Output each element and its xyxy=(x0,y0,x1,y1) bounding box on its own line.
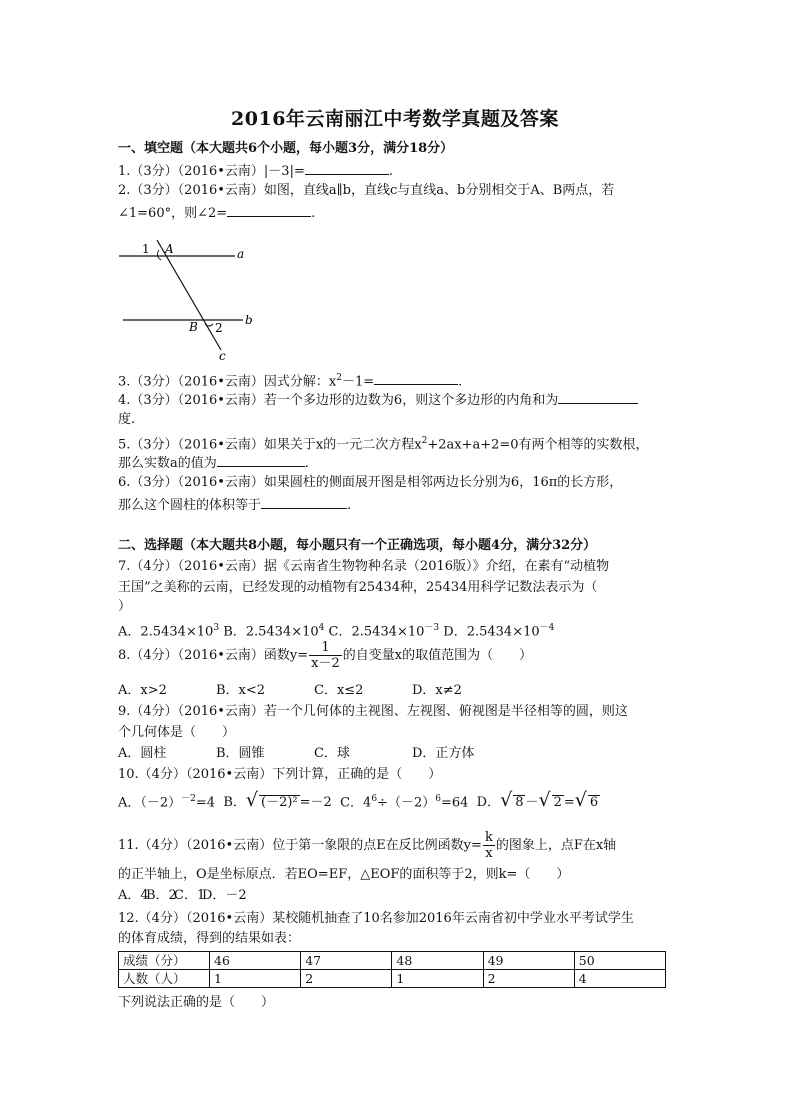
table-cell: 1 xyxy=(392,970,483,988)
q3-exponent: 2 xyxy=(336,373,342,383)
question-9-line1: 9.（4分）（2016•云南）若一个几何体的主视图、左视图、俯视图是半径相等的圆，则这 xyxy=(118,704,628,719)
q10-option-c xyxy=(340,790,468,812)
question-11-line1 xyxy=(118,830,616,861)
q5-end: . xyxy=(304,456,309,471)
label-c: c xyxy=(219,349,226,363)
scores-table xyxy=(118,951,666,988)
table-cell: 人数（人） xyxy=(119,970,210,988)
q7-option-d xyxy=(443,619,554,641)
question-5-line2 xyxy=(118,453,309,473)
q10-d-pre: D． xyxy=(476,795,501,811)
q7-option-c xyxy=(329,619,440,641)
q10-d-radical-icon-2: √ xyxy=(538,789,551,812)
q7-a-base: A．2.5434×10 xyxy=(118,624,214,640)
label-B: B xyxy=(189,320,198,334)
question-12-line2: 的体育成绩，得到的结果如表： xyxy=(118,931,301,946)
question-6-line2 xyxy=(118,495,351,515)
label-a: a xyxy=(237,247,245,261)
q8-option-d: D．x≠2 xyxy=(412,683,462,698)
q10-a-post: =4 xyxy=(195,795,216,811)
q7-b-base: B．2.5434×10 xyxy=(223,624,319,640)
q10-c-post: =64 xyxy=(440,795,469,811)
table-cell: 49 xyxy=(483,952,574,970)
question-7-line3: ） xyxy=(118,599,132,614)
q2-text: ∠1=60°，则∠2= xyxy=(118,206,228,221)
q10-b-post: =－2 xyxy=(299,795,332,811)
table-cell: 50 xyxy=(574,952,665,970)
label-1: 1 xyxy=(142,242,150,256)
table-row-scores xyxy=(119,952,666,970)
label-b: b xyxy=(245,313,253,327)
q1-answer-blank xyxy=(305,161,389,175)
q1-text: 1.（3分）（2016•云南）|－3|= xyxy=(118,164,305,179)
q6-text-line2: 那么这个圆柱的体积等于 xyxy=(118,498,262,513)
q11-numerator: k xyxy=(484,830,493,845)
q5-text-line2: 那么实数a的值为 xyxy=(118,456,217,471)
q3-text-post: －1= xyxy=(342,374,375,390)
q10-d-radicand-1: 8 xyxy=(515,795,524,811)
q2-answer-blank xyxy=(227,203,311,217)
q8-option-b: B．x<2 xyxy=(216,683,266,698)
question-5-line1 xyxy=(118,432,649,454)
q3-answer-blank xyxy=(374,371,458,385)
question-1 xyxy=(118,161,393,181)
q8-option-a: A．x>2 xyxy=(118,683,167,698)
table-cell: 46 xyxy=(210,952,301,970)
page-title: 2016年云南丽江中考数学真题及答案 xyxy=(231,108,559,130)
q9-option-d: D．正方体 xyxy=(412,746,475,761)
q10-d-radicand-2: 2 xyxy=(553,795,562,811)
q10-c-exp2: 6 xyxy=(435,794,441,804)
q6-answer-blank xyxy=(261,495,347,509)
table-cell: 47 xyxy=(301,952,392,970)
question-2-line1: 2.（3分）（2016•云南）如图，直线a∥b，直线c与直线a、b分别相交于A、B两点，若 xyxy=(118,183,615,198)
label-2: 2 xyxy=(215,321,223,335)
question-8 xyxy=(118,640,532,671)
q11-option-a: A．4 xyxy=(118,888,149,903)
angle-1-arc xyxy=(157,250,161,260)
q10-d-radical-icon-3: √ xyxy=(574,789,587,812)
q10-d-minus: － xyxy=(525,795,539,811)
q11-option-d: D．－2 xyxy=(202,888,247,903)
question-2-line2 xyxy=(118,203,315,223)
table-cell: 2 xyxy=(483,970,574,988)
parallel-lines-figure xyxy=(115,238,275,364)
q4-text: 4.（3分）（2016•云南）若一个多边形的边数为6，则这个多边形的内角和为 xyxy=(118,393,559,408)
question-4-line1 xyxy=(118,390,638,410)
q8-denominator: x－2 xyxy=(311,656,340,671)
q10-a-pre: A．（－2） xyxy=(118,795,182,811)
q10-a-exp: －2 xyxy=(181,794,196,804)
q5-text-pre: 5.（3分）（2016•云南）如果关于x的一元二次方程x xyxy=(118,437,422,453)
question-7-line1: 7.（4分）（2016•云南）据《云南省生物物种名录（2016版）》介绍，在素有“动植物 xyxy=(118,559,610,574)
q8-option-c: C．x≤2 xyxy=(314,683,364,698)
question-8-options xyxy=(118,682,462,700)
question-11-options xyxy=(118,887,247,905)
question-12-after: 下列说法正确的是（ ） xyxy=(118,995,275,1010)
table-cell: 4 xyxy=(574,970,665,988)
q9-option-a: A．圆柱 xyxy=(118,746,167,761)
q3-end: . xyxy=(458,374,463,390)
q5-exponent: 2 xyxy=(421,436,428,446)
q4-answer-blank xyxy=(558,390,638,404)
q10-d-radical-icon-1: √ xyxy=(500,789,513,812)
question-10-options xyxy=(118,790,600,812)
section2-heading: 二、选择题（本大题共8小题，每小题只有一个正确选项，每小题4分，满分32分） xyxy=(118,538,597,553)
q7-c-base: C．2.5434×10 xyxy=(328,624,425,640)
question-9-line2: 个几何体是（ ） xyxy=(118,725,236,740)
q8-text-post: 的自变量x的取值范围为（ ） xyxy=(342,648,533,663)
q1-end: . xyxy=(388,164,393,179)
question-6-line1: 6.（3分）（2016•云南）如果圆柱的侧面展开图是相邻两边长分别为6，16π的长方形， xyxy=(118,475,623,490)
q7-d-exp: －4 xyxy=(539,623,555,633)
table-cell: 2 xyxy=(301,970,392,988)
q10-option-b xyxy=(223,791,331,812)
question-10: 10.（4分）（2016•云南）下列计算，正确的是（ ） xyxy=(118,767,442,782)
q10-c-mid: ÷（－2） xyxy=(377,795,436,811)
q10-c-exp1: 6 xyxy=(371,794,378,804)
table-cell: 成绩（分） xyxy=(119,952,210,970)
question-9-options xyxy=(118,745,474,763)
q11-option-c: C．1 xyxy=(174,888,206,903)
question-12-line1: 12.（4分）（2016•云南）某校随机抽查了10名参加2016年云南省初中学业水平考试学生 xyxy=(118,911,634,926)
q8-numerator: 1 xyxy=(309,640,342,656)
q11-denominator: x xyxy=(485,846,493,861)
section1-heading: 一、填空题（本大题共6个小题，每小题3分，满分18分） xyxy=(118,141,454,156)
q7-c-exp: －3 xyxy=(424,623,440,633)
q10-b-pre: B． xyxy=(223,795,246,811)
q11-fraction xyxy=(483,830,495,861)
q7-option-b xyxy=(223,619,324,641)
q10-option-a xyxy=(118,790,215,812)
q10-d-equals: = xyxy=(563,795,575,811)
q10-c-pre: C．4 xyxy=(340,795,372,811)
table-cell: 1 xyxy=(210,970,301,988)
question-3 xyxy=(118,369,462,391)
q5-text-post: +2ax+a+2=0有两个相等的实数根， xyxy=(427,437,649,453)
q7-b-exp: 4 xyxy=(318,623,325,633)
q9-option-c: C．球 xyxy=(314,746,350,761)
q11-text-post: 的图象上，点F在x轴 xyxy=(495,838,617,853)
q10-option-d xyxy=(477,791,601,812)
label-A: A xyxy=(165,242,174,256)
q7-d-base: D．2.5434×10 xyxy=(443,624,540,640)
q5-answer-blank xyxy=(217,453,305,467)
question-7-line2: 王国”之美称的云南，已经发现的动植物有25434种，25434用科学记数法表示为（ xyxy=(118,580,598,595)
q8-fraction xyxy=(309,640,342,671)
question-4-line2: 度. xyxy=(118,412,136,427)
q8-text-pre: 8.（4分）（2016•云南）函数y= xyxy=(118,648,309,663)
q2-end: . xyxy=(311,206,316,221)
q9-option-b: B．圆锥 xyxy=(216,746,265,761)
q7-option-a xyxy=(118,619,219,641)
question-7-options xyxy=(118,619,554,641)
q10-d-radicand-3: 6 xyxy=(589,795,599,811)
q10-b-radical-icon: √ xyxy=(245,789,259,812)
question-11-line2: 的正半轴上，O是坐标原点．若EO=EF，△EOF的面积等于2，则k=（ ） xyxy=(118,867,570,882)
q7-a-exp: 3 xyxy=(213,623,220,633)
q10-b-radicand: (－2)² xyxy=(261,795,298,811)
q11-option-b: B．2 xyxy=(146,888,177,903)
table-row-counts xyxy=(119,970,666,988)
q3-text-pre: 3.（3分）（2016•云南）因式分解：x xyxy=(118,374,337,390)
table-cell: 48 xyxy=(392,952,483,970)
q6-end: . xyxy=(347,498,352,513)
q11-text-pre: 11.（4分）（2016•云南）位于第一象限的点E在反比例函数y= xyxy=(118,838,482,853)
